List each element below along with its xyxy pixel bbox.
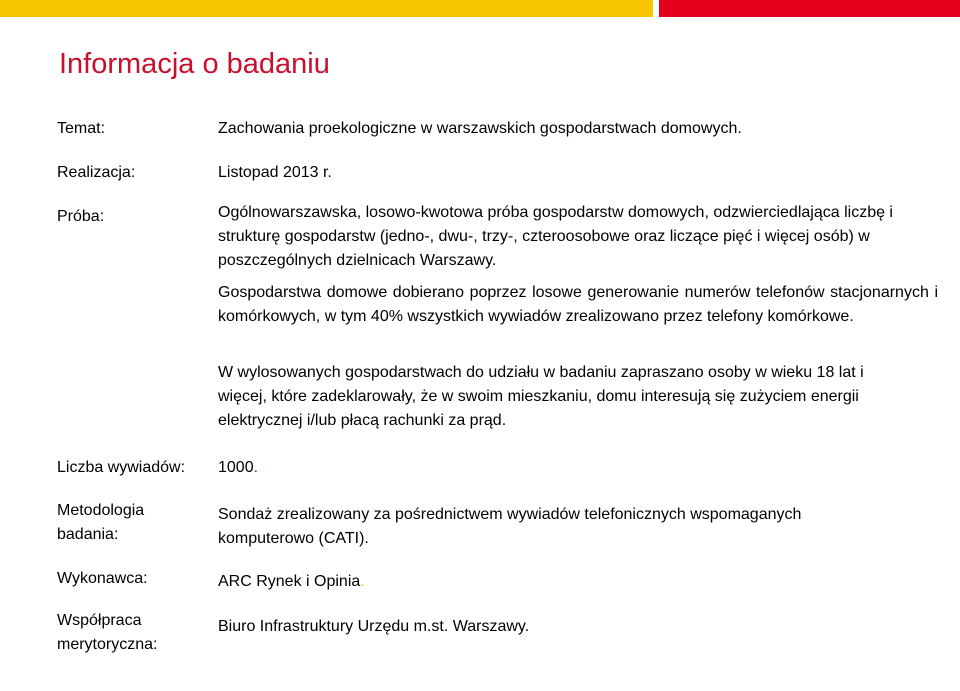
wykonawca-suffix: .: [360, 573, 365, 590]
wykonawca-label: Wykonawca:: [57, 570, 148, 587]
wspolpraca-label: [57, 609, 157, 657]
metodologia-label-line1: Metodologia: [57, 502, 145, 519]
temat-value: Zachowania proekologiczne w warszawskich gospodarstwach domowych.: [218, 120, 742, 137]
top-bar-yellow: [0, 0, 653, 17]
page-title: Informacja o badaniu: [59, 48, 330, 80]
liczba-value: 1000: [218, 459, 254, 476]
temat-label: Temat:: [57, 120, 106, 137]
realizacja-label: Realizacja:: [57, 164, 136, 181]
liczba-label: Liczba wywiadów:: [57, 459, 186, 476]
proba-label: Próba:: [57, 208, 105, 225]
wykonawca-row: [218, 570, 938, 594]
proba-paragraph-1: Ogólnowarszawska, losowo-kwotowa próba gospodarstw domowych, odzwierciedlająca liczbę i strukturę gospodarstw (jedno-, dwu-, trzy-, czteroosobowe oraz liczące pięć i więcej osób) w poszczególnych dzielnicach Warszawy.: [218, 204, 893, 269]
proba-paragraph-3: W wylosowanych gospodarstwach do udziału w badaniu zapraszano osoby w wieku 18 lat i więcej, które zadeklarowały, że w swoim mieszkaniu, domu interesują się zużyciem energii elektrycznej i/lub płacą rachunki za prąd.: [218, 364, 864, 429]
top-bar-red: [659, 0, 960, 17]
liczba-row: [218, 456, 938, 480]
metodologia-label-line2: badania:: [57, 526, 119, 543]
wspolpraca-label-line1: Współpraca: [57, 612, 142, 629]
metodologia-label: [57, 499, 144, 547]
wspolpraca-label-line2: merytoryczna:: [57, 636, 158, 653]
metodologia-value: Sondaż zrealizowany za pośrednictwem wywiadów telefonicznych wspomaganych komputerowo (CATI).: [218, 506, 802, 547]
proba-paragraph-2: Gospodarstwa domowe dobierano poprzez losowe generowanie numerów telefonów stacjonarnych i komórkowych, w tym 40% wszystkich wywiadów zrealizowano przez telefony komórkowe.: [218, 284, 938, 325]
wykonawca-value: ARC Rynek i Opinia: [218, 573, 361, 590]
liczba-suffix: .: [253, 459, 259, 476]
realizacja-value: Listopad 2013 r.: [218, 164, 332, 181]
wspolpraca-value: Biuro Infrastruktury Urzędu m.st. Warszawy.: [218, 618, 530, 635]
